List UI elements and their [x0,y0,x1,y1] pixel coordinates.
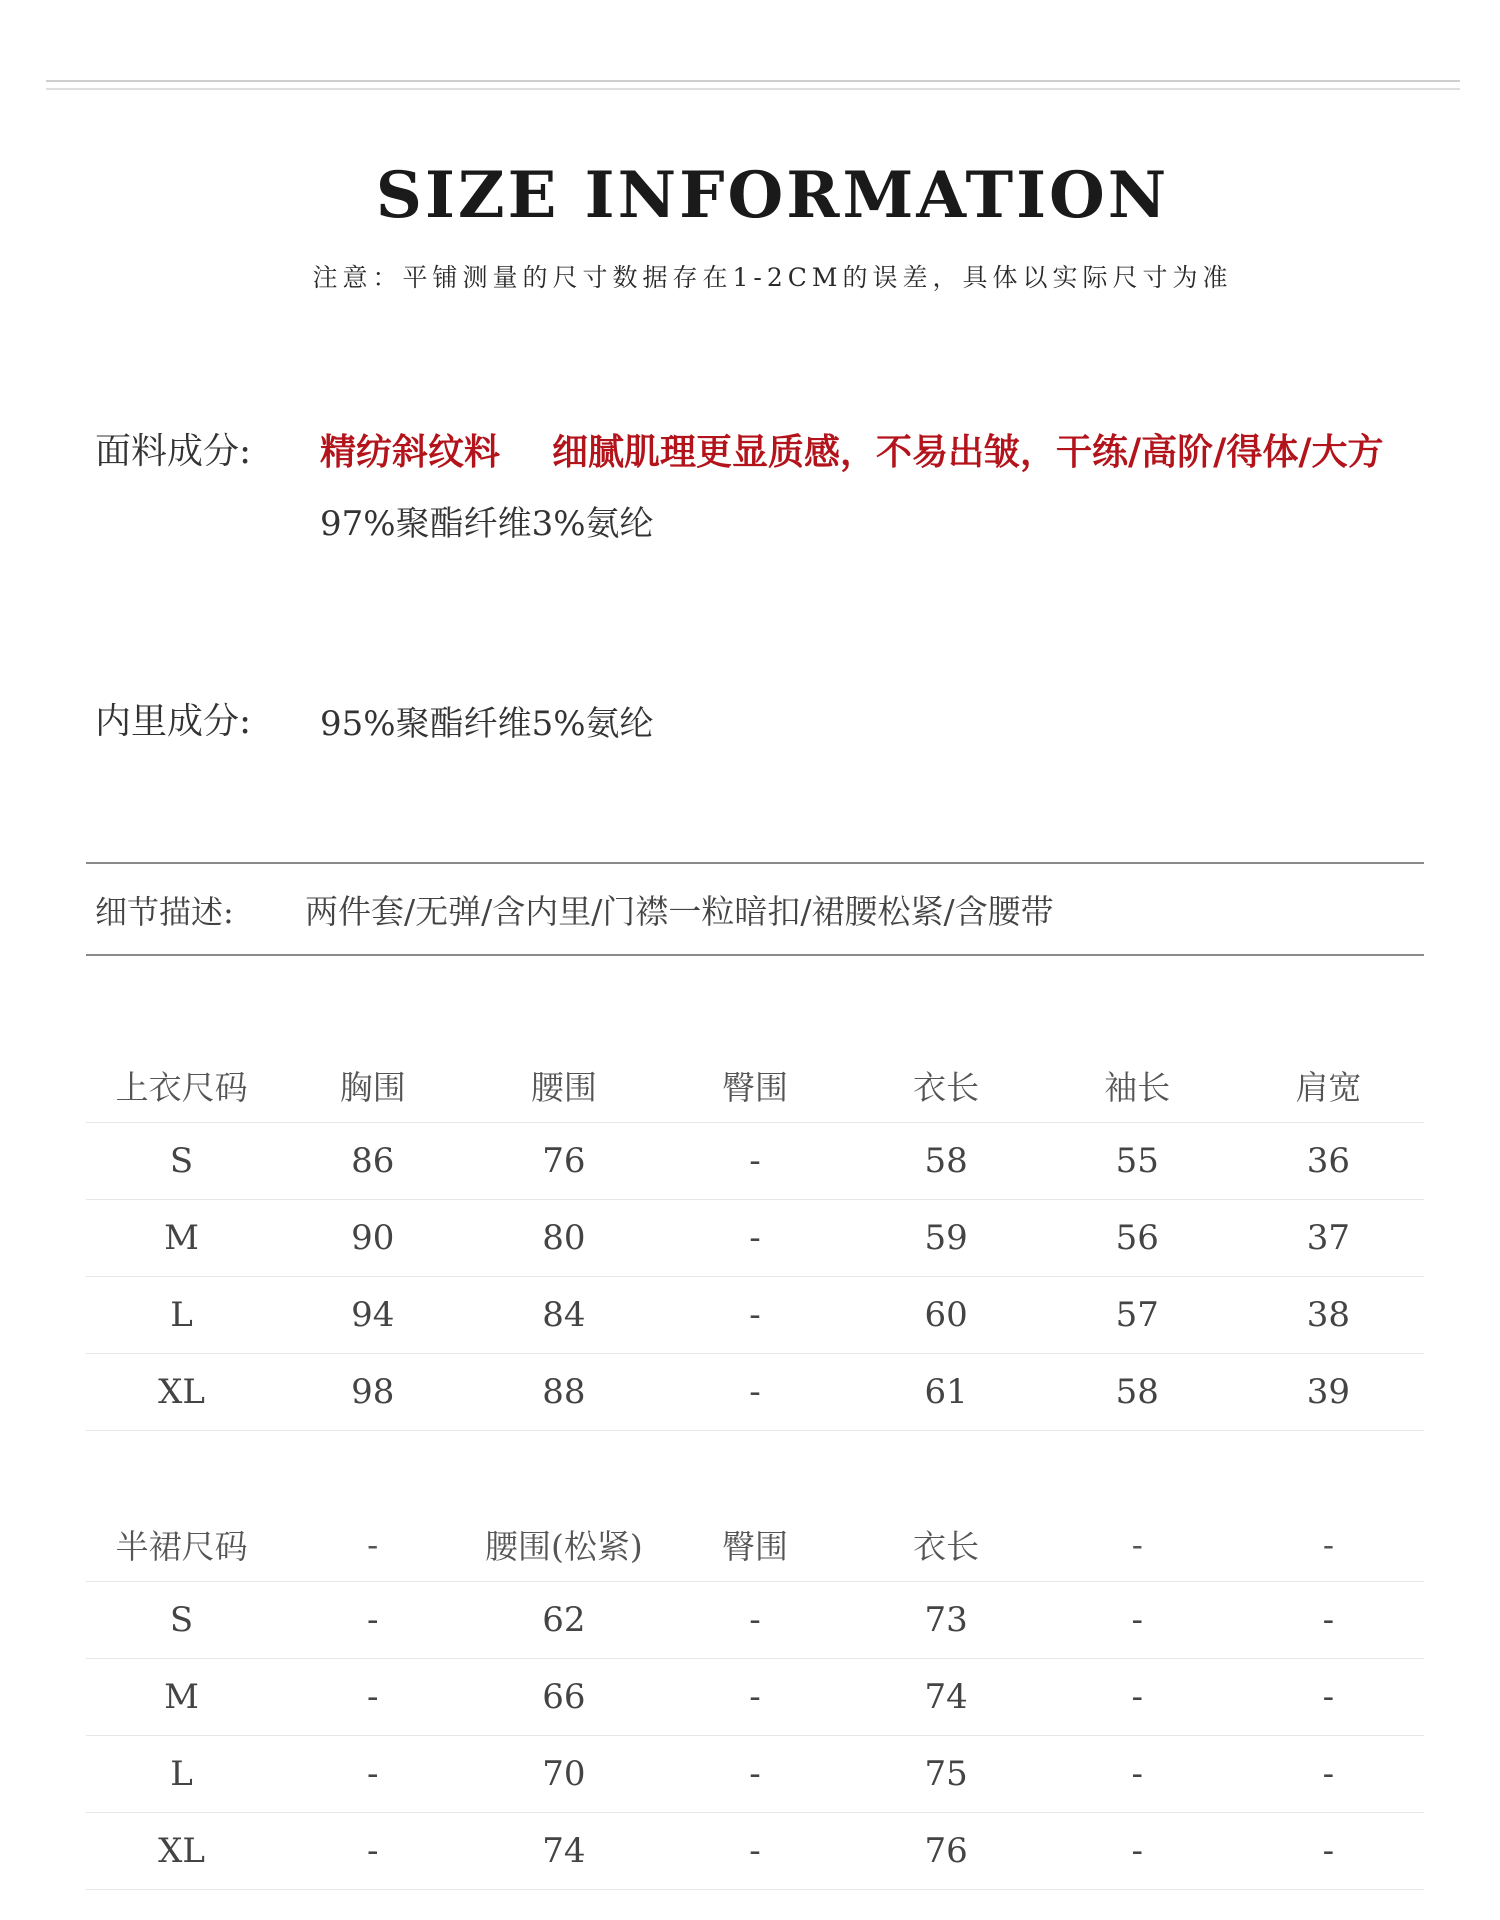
top-size-cell: M [86,1200,277,1277]
skirt-size-cell: - [1042,1813,1233,1890]
skirt-size-header-cell: 腰围(松紧) [468,1507,659,1582]
top-size-header-row [86,1048,1424,1123]
lining-label: 内里成分: [95,701,252,742]
details-bottom-divider [86,954,1424,956]
top-size-cell: 57 [1042,1277,1233,1354]
top-size-cell: 36 [1233,1123,1424,1200]
skirt-size-cell: - [1042,1582,1233,1659]
skirt-size-cell: L [86,1736,277,1813]
skirt-size-cell: 66 [468,1659,659,1736]
top-size-cell: 94 [277,1277,468,1354]
skirt-size-cell: 62 [468,1582,659,1659]
details-top-divider [86,862,1424,864]
skirt-size-cell: - [277,1736,468,1813]
fabric-composition: 97%聚酯纤维3%氨纶 [320,504,654,544]
skirt-size-cell: - [277,1659,468,1736]
fabric-highlight [320,430,1383,474]
skirt-size-cell: - [277,1813,468,1890]
skirt-size-cell: - [1042,1659,1233,1736]
table-row [86,1200,1424,1277]
top-size-cell: 61 [851,1354,1042,1431]
top-divider-secondary [46,88,1460,90]
lining-composition: 95%聚酯纤维5%氨纶 [320,704,654,744]
table-row [86,1277,1424,1354]
top-size-cell: S [86,1123,277,1200]
details-label: 细节描述: [95,893,234,931]
top-size-cell: 58 [851,1123,1042,1200]
top-size-table [86,1048,1424,1431]
top-size-cell: 98 [277,1354,468,1431]
top-size-cell: L [86,1277,277,1354]
top-size-cell: 80 [468,1200,659,1277]
skirt-size-table [86,1507,1424,1890]
top-size-cell: - [659,1354,850,1431]
fabric-name: 精纺斜纹料 [320,431,501,473]
skirt-size-cell: - [659,1582,850,1659]
skirt-size-cell: 70 [468,1736,659,1813]
skirt-size-cell: 75 [851,1736,1042,1813]
skirt-size-cell: - [659,1736,850,1813]
table-row [86,1582,1424,1659]
skirt-size-cell: - [1042,1736,1233,1813]
skirt-size-header-cell: 衣长 [851,1507,1042,1582]
top-size-cell: 88 [468,1354,659,1431]
table-row [86,1123,1424,1200]
measurement-note: 注意：平铺测量的尺寸数据存在1-2CM的误差，具体以实际尺寸为准 [312,263,1233,292]
details-text: 两件套/无弹/含内里/门襟一粒暗扣/裙腰松紧/含腰带 [305,892,1054,931]
top-size-cell: - [659,1200,850,1277]
fabric-label: 面料成分: [95,431,252,472]
skirt-size-header-cell: - [277,1507,468,1582]
top-size-cell: 84 [468,1277,659,1354]
top-size-cell: 59 [851,1200,1042,1277]
top-size-header-cell: 衣长 [851,1048,1042,1123]
skirt-size-cell: - [1233,1736,1424,1813]
table-row [86,1813,1424,1890]
skirt-size-cell: XL [86,1813,277,1890]
skirt-size-cell: - [1233,1813,1424,1890]
skirt-size-header-cell: - [1233,1507,1424,1582]
skirt-size-cell: M [86,1659,277,1736]
fabric-description: 细腻肌理更显质感，不易出皱，干练/高阶/得体/大方 [552,431,1384,473]
top-size-header-cell: 臀围 [659,1048,850,1123]
top-size-cell: 55 [1042,1123,1233,1200]
skirt-size-cell: - [277,1582,468,1659]
top-size-cell: 38 [1233,1277,1424,1354]
top-size-header-cell: 腰围 [468,1048,659,1123]
skirt-size-header-cell: 半裙尺码 [86,1507,277,1582]
top-size-header-cell: 胸围 [277,1048,468,1123]
skirt-size-cell: - [659,1813,850,1890]
top-size-cell: 86 [277,1123,468,1200]
skirt-size-header-row [86,1507,1424,1582]
top-size-cell: 37 [1233,1200,1424,1277]
table-row [86,1659,1424,1736]
skirt-size-cell: S [86,1582,277,1659]
top-size-cell: 39 [1233,1354,1424,1431]
table-row [86,1736,1424,1813]
top-size-header-cell: 肩宽 [1233,1048,1424,1123]
top-size-cell: 56 [1042,1200,1233,1277]
table-row [86,1354,1424,1431]
skirt-size-cell: 76 [851,1813,1042,1890]
top-size-cell: XL [86,1354,277,1431]
top-size-cell: 90 [277,1200,468,1277]
top-divider [46,80,1460,82]
top-size-header-cell: 上衣尺码 [86,1048,277,1123]
skirt-size-cell: - [1233,1659,1424,1736]
top-size-cell: - [659,1277,850,1354]
skirt-size-header-cell: - [1042,1507,1233,1582]
top-size-cell: - [659,1123,850,1200]
top-size-header-cell: 袖长 [1042,1048,1233,1123]
page-title: SIZE INFORMATION [375,158,1170,233]
skirt-size-cell: 74 [851,1659,1042,1736]
top-size-cell: 58 [1042,1354,1233,1431]
top-size-cell: 76 [468,1123,659,1200]
top-size-cell: 60 [851,1277,1042,1354]
skirt-size-header-cell: 臀围 [659,1507,850,1582]
skirt-size-cell: - [659,1659,850,1736]
skirt-size-cell: 73 [851,1582,1042,1659]
skirt-size-cell: 74 [468,1813,659,1890]
skirt-size-cell: - [1233,1582,1424,1659]
